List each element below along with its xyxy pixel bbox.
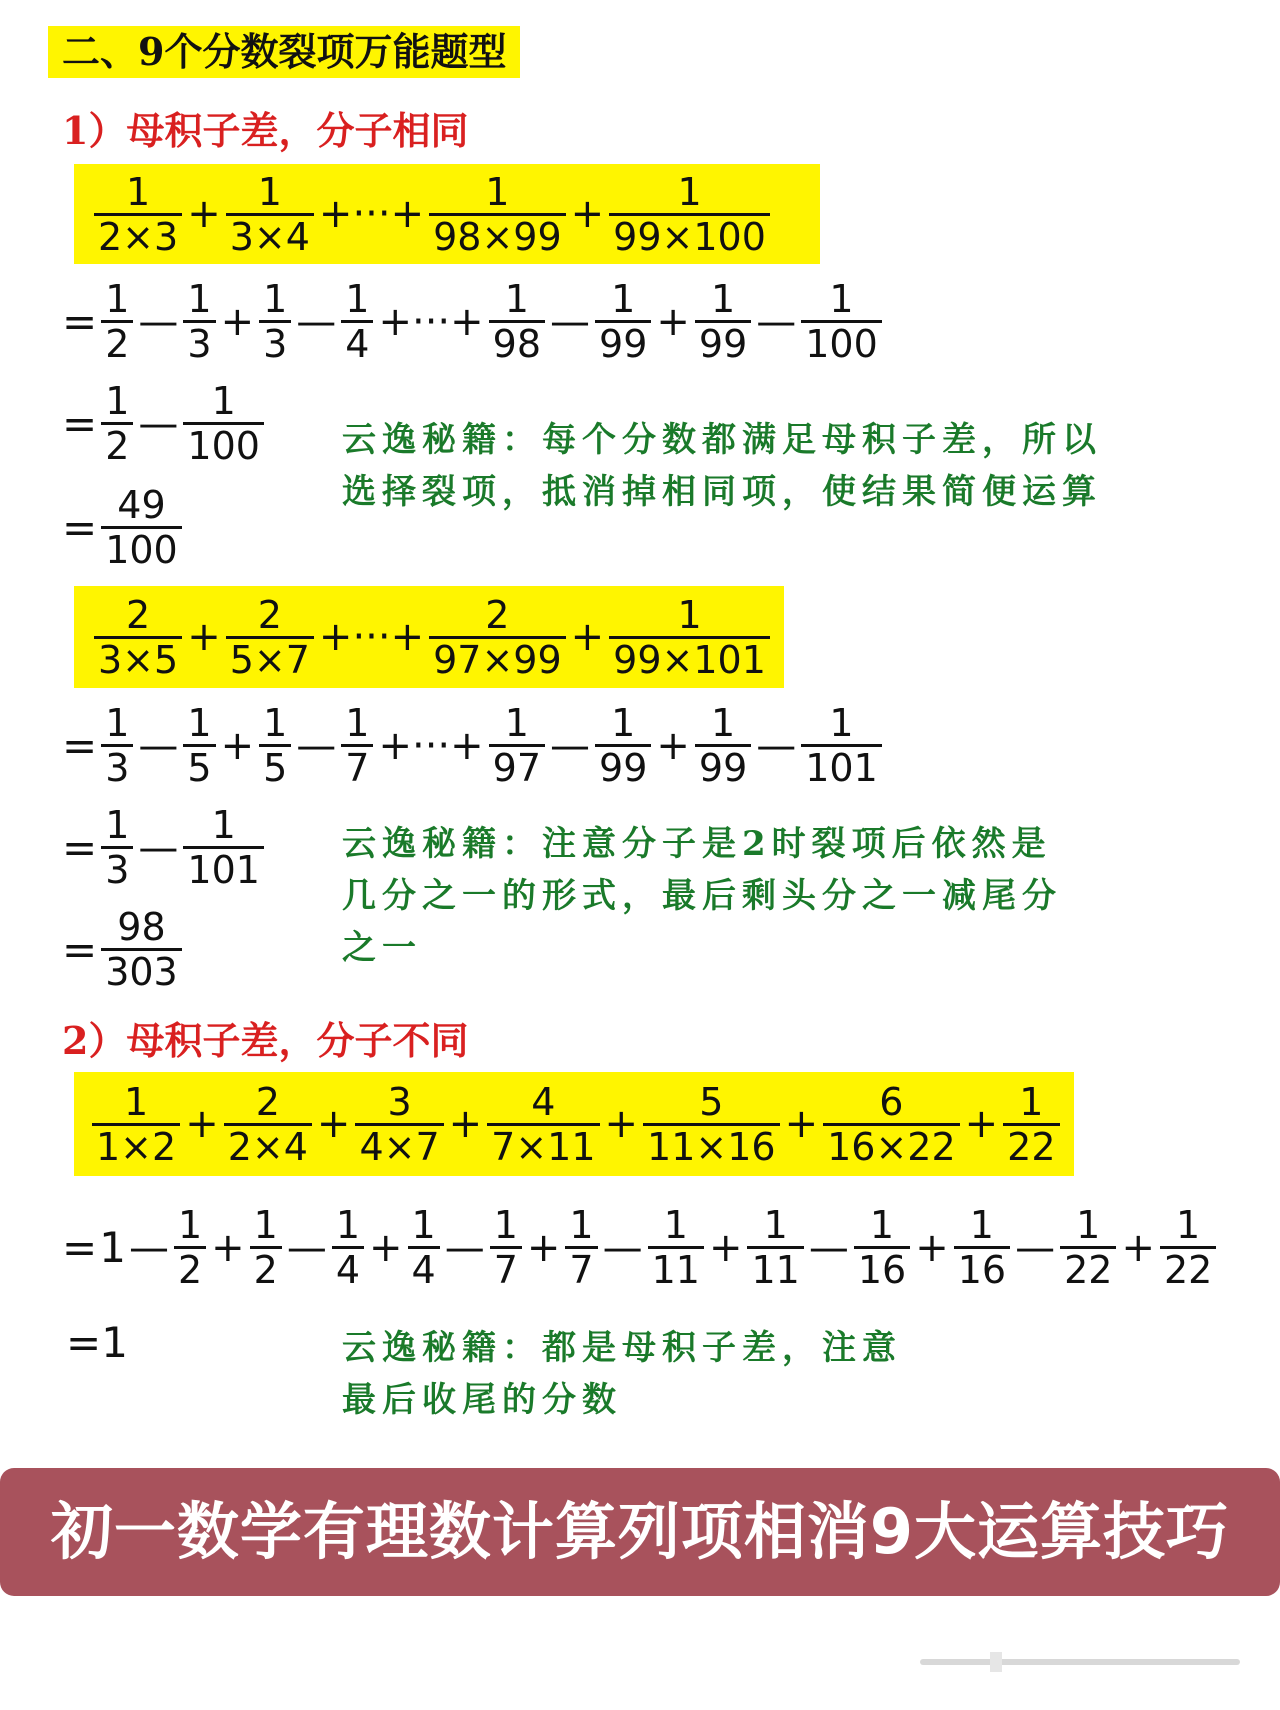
- denominator: 5: [259, 744, 291, 789]
- operator: —: [138, 400, 179, 447]
- fraction: [408, 1204, 440, 1291]
- equals-sign: =: [62, 297, 98, 346]
- fraction: [801, 702, 882, 789]
- fraction: [595, 278, 651, 365]
- fraction: [101, 380, 133, 467]
- fraction: [101, 906, 182, 993]
- numerator: 1: [257, 169, 282, 214]
- fraction: [355, 1081, 443, 1168]
- operator: —: [808, 1224, 849, 1271]
- fraction: [648, 1204, 704, 1291]
- operator: —: [138, 722, 179, 769]
- numerator: 1: [969, 1203, 994, 1247]
- denominator: 2×3: [94, 213, 182, 258]
- numerator: 2: [126, 592, 151, 637]
- denominator: 4: [332, 1246, 364, 1291]
- operator: +: [1121, 1224, 1155, 1271]
- fraction: [801, 278, 882, 365]
- equals-sign: =: [62, 503, 98, 552]
- fraction: [101, 702, 133, 789]
- numerator: 1: [187, 277, 212, 321]
- denominator: 1×2: [92, 1123, 180, 1168]
- part1-heading: 1）母积子差，分子相同: [62, 108, 469, 153]
- numerator: 1: [710, 277, 736, 321]
- fraction: [101, 804, 133, 891]
- fraction: [101, 484, 182, 571]
- fraction: [183, 804, 264, 891]
- fraction: [489, 278, 545, 365]
- denominator: 98: [489, 320, 545, 365]
- numerator: 2: [255, 1079, 280, 1124]
- numerator: 1: [105, 701, 130, 745]
- numerator: 1: [1176, 1203, 1201, 1247]
- numerator: 1: [710, 701, 736, 745]
- whole-number: 1: [99, 1223, 126, 1272]
- denominator: 97×99: [429, 636, 566, 681]
- denominator: 7: [490, 1246, 522, 1291]
- numerator: 1: [124, 1079, 149, 1124]
- denominator: 2: [250, 1246, 282, 1291]
- denominator: 22: [1060, 1246, 1116, 1291]
- fraction: [609, 171, 770, 258]
- denominator: 7: [341, 744, 373, 789]
- operator: +: [316, 1101, 351, 1147]
- numerator: 1: [345, 701, 370, 745]
- operator: +: [708, 1224, 743, 1271]
- example-c-result: =1: [66, 1318, 128, 1367]
- denominator: 3: [183, 320, 215, 365]
- denominator: 4: [341, 320, 373, 365]
- example-b-expression: [74, 586, 784, 688]
- fraction: [174, 1204, 206, 1291]
- fraction: [747, 1204, 803, 1291]
- denominator: 7: [565, 1246, 597, 1291]
- fraction: [183, 380, 264, 467]
- numerator: 2: [485, 592, 510, 637]
- fraction: [101, 278, 133, 365]
- denominator: 11: [747, 1246, 803, 1291]
- denominator: 2: [101, 422, 133, 467]
- numerator: 1: [105, 277, 130, 321]
- fraction: [1060, 1204, 1116, 1291]
- numerator: 1: [663, 1203, 688, 1247]
- denominator: 101: [183, 846, 264, 891]
- numerator: 1: [345, 277, 370, 321]
- denominator: 99: [595, 744, 651, 789]
- denominator: 99: [695, 744, 751, 789]
- operator: +: [211, 1224, 245, 1271]
- fraction: [94, 594, 182, 681]
- fraction: [854, 1204, 910, 1291]
- denominator: 16×22: [823, 1123, 960, 1168]
- fraction: [1160, 1204, 1216, 1291]
- numerator: 1: [253, 1203, 278, 1247]
- numerator: 1: [211, 379, 236, 423]
- fraction: [429, 171, 566, 258]
- numerator: 1: [611, 277, 636, 321]
- numerator: 2: [257, 592, 282, 637]
- fraction: [489, 702, 545, 789]
- operator: +···+: [318, 614, 425, 660]
- denominator: 303: [101, 948, 182, 993]
- fraction: [695, 702, 751, 789]
- operator: +: [604, 1101, 639, 1147]
- fraction: [823, 1081, 960, 1168]
- operator: —: [1015, 1224, 1056, 1271]
- example-b-step1: [62, 702, 884, 789]
- fraction: [695, 278, 751, 365]
- example-a-expression: [74, 164, 820, 264]
- numerator: 1: [187, 701, 212, 745]
- operator: +: [570, 191, 605, 237]
- operator: +···+: [318, 191, 425, 237]
- fraction: [341, 702, 373, 789]
- example-a-step2: [62, 380, 266, 467]
- numerator: 49: [117, 483, 166, 527]
- fraction: [259, 278, 291, 365]
- fraction: [429, 594, 566, 681]
- numerator: 1: [829, 277, 854, 321]
- denominator: 100: [183, 422, 264, 467]
- numerator: 1: [1076, 1203, 1101, 1247]
- denominator: 3×4: [226, 213, 314, 258]
- part2-heading: 2）母积子差，分子不同: [62, 1018, 469, 1063]
- section-title: 二、9个分数裂项万能题型: [48, 26, 520, 78]
- operator: +: [185, 1101, 219, 1147]
- operator: +: [656, 298, 690, 345]
- equals-sign: =: [62, 823, 98, 872]
- numerator: 1: [105, 379, 130, 423]
- denominator: 100: [101, 526, 182, 571]
- example-b-result: [62, 906, 184, 993]
- fraction: [609, 594, 770, 681]
- denominator: 99×101: [609, 636, 770, 681]
- denominator: 4: [408, 1246, 440, 1291]
- operator: +···+: [378, 298, 484, 345]
- fraction: [183, 278, 215, 365]
- denominator: 3: [259, 320, 291, 365]
- equals-sign: =: [62, 721, 98, 770]
- denominator: 5×7: [226, 636, 314, 681]
- numerator: 1: [869, 1203, 895, 1247]
- numerator: 1: [569, 1203, 594, 1247]
- numerator: 4: [531, 1079, 556, 1124]
- denominator: 99: [695, 320, 751, 365]
- operator: —: [444, 1224, 485, 1271]
- fraction: [341, 278, 373, 365]
- operator: —: [602, 1224, 643, 1271]
- denominator: 97: [489, 744, 545, 789]
- denominator: 101: [801, 744, 882, 789]
- numerator: 1: [763, 1203, 788, 1247]
- operator: +: [369, 1224, 403, 1271]
- denominator: 2: [174, 1246, 206, 1291]
- numerator: 98: [117, 905, 166, 949]
- operator: —: [286, 1224, 327, 1271]
- numerator: 1: [504, 277, 529, 321]
- fraction: [224, 1081, 312, 1168]
- example-b-step2: [62, 804, 266, 891]
- denominator: 2: [101, 320, 133, 365]
- numerator: 1: [105, 803, 130, 847]
- numerator: 1: [611, 701, 636, 745]
- operator: +: [526, 1224, 561, 1271]
- numerator: 1: [177, 1203, 203, 1247]
- numerator: 6: [879, 1079, 904, 1124]
- numerator: 1: [263, 701, 288, 745]
- denominator: 99: [595, 320, 651, 365]
- operator: —: [550, 722, 591, 769]
- numerator: 1: [493, 1203, 518, 1247]
- operator: —: [550, 298, 591, 345]
- tip-a: 云逸秘籍：每个分数都满足母积子差，所以选择裂项，抵消掉相同项，使结果简便运算: [342, 420, 1102, 512]
- numerator: 1: [504, 701, 529, 745]
- denominator: 4×7: [355, 1123, 443, 1168]
- fraction: [259, 702, 291, 789]
- fraction: [250, 1204, 282, 1291]
- denominator: 3: [101, 744, 133, 789]
- operator: +: [187, 614, 221, 660]
- operator: —: [756, 298, 797, 345]
- operator: +: [784, 1101, 819, 1147]
- fraction: [643, 1081, 780, 1168]
- numerator: 1: [677, 169, 702, 214]
- numerator: 1: [335, 1203, 361, 1247]
- equals-sign: =: [62, 925, 98, 974]
- example-c-step1: [62, 1204, 1218, 1291]
- denominator: 16: [854, 1246, 910, 1291]
- fraction: [332, 1204, 364, 1291]
- numerator: 1: [1019, 1079, 1044, 1124]
- numerator: 5: [699, 1079, 724, 1124]
- operator: —: [138, 824, 179, 871]
- denominator: 11: [648, 1246, 704, 1291]
- fraction: [487, 1081, 599, 1168]
- title-banner: 初一数学有理数计算列项相消9大运算技巧: [0, 1468, 1280, 1596]
- fraction: [226, 171, 314, 258]
- example-a-result: [62, 484, 184, 571]
- operator: +: [570, 614, 605, 660]
- denominator: 22: [1003, 1123, 1059, 1168]
- example-c-expression: [74, 1072, 1074, 1176]
- numerator: 3: [387, 1079, 412, 1124]
- fraction: [1003, 1081, 1059, 1168]
- fraction: [183, 702, 215, 789]
- denominator: 5: [183, 744, 215, 789]
- denominator: 98×99: [429, 213, 566, 258]
- operator: +: [964, 1101, 999, 1147]
- denominator: 100: [801, 320, 882, 365]
- numerator: 1: [263, 277, 288, 321]
- operator: +: [187, 191, 221, 237]
- example-a-step1: [62, 278, 884, 365]
- operator: —: [138, 298, 179, 345]
- fraction: [92, 1081, 180, 1168]
- numerator: 1: [677, 592, 702, 637]
- numerator: 1: [211, 803, 236, 847]
- operator: +: [220, 298, 255, 345]
- denominator: 11×16: [643, 1123, 780, 1168]
- fraction: [565, 1204, 597, 1291]
- denominator: 3×5: [94, 636, 182, 681]
- tip-c: 云逸秘籍：都是母积子差，注意最后收尾的分数: [342, 1328, 902, 1420]
- operator: —: [756, 722, 797, 769]
- operator: —: [296, 722, 337, 769]
- tip-b: 云逸秘籍：注意分子是2时裂项后依然是几分之一的形式，最后剩头分之一减尾分之一: [342, 824, 1062, 968]
- denominator: 2×4: [224, 1123, 312, 1168]
- fraction: [226, 594, 314, 681]
- fraction: [954, 1204, 1010, 1291]
- numerator: 1: [411, 1203, 436, 1247]
- fraction: [595, 702, 651, 789]
- numerator: 1: [829, 701, 854, 745]
- denominator: 3: [101, 846, 133, 891]
- fraction: [490, 1204, 522, 1291]
- fraction: [94, 171, 182, 258]
- operator: —: [296, 298, 337, 345]
- numerator: 1: [126, 169, 151, 214]
- operator: +: [448, 1101, 483, 1147]
- denominator: 7×11: [487, 1123, 599, 1168]
- equals-sign: =: [62, 399, 98, 448]
- operator: —: [128, 1224, 169, 1271]
- denominator: 22: [1160, 1246, 1216, 1291]
- equals-sign: =: [62, 1223, 98, 1272]
- watermark-logo: [920, 1650, 1250, 1674]
- operator: +: [915, 1224, 949, 1271]
- operator: +···+: [378, 722, 484, 769]
- operator: +: [656, 722, 690, 769]
- operator: +: [220, 722, 255, 769]
- denominator: 99×100: [609, 213, 770, 258]
- denominator: 16: [954, 1246, 1010, 1291]
- numerator: 1: [485, 169, 510, 214]
